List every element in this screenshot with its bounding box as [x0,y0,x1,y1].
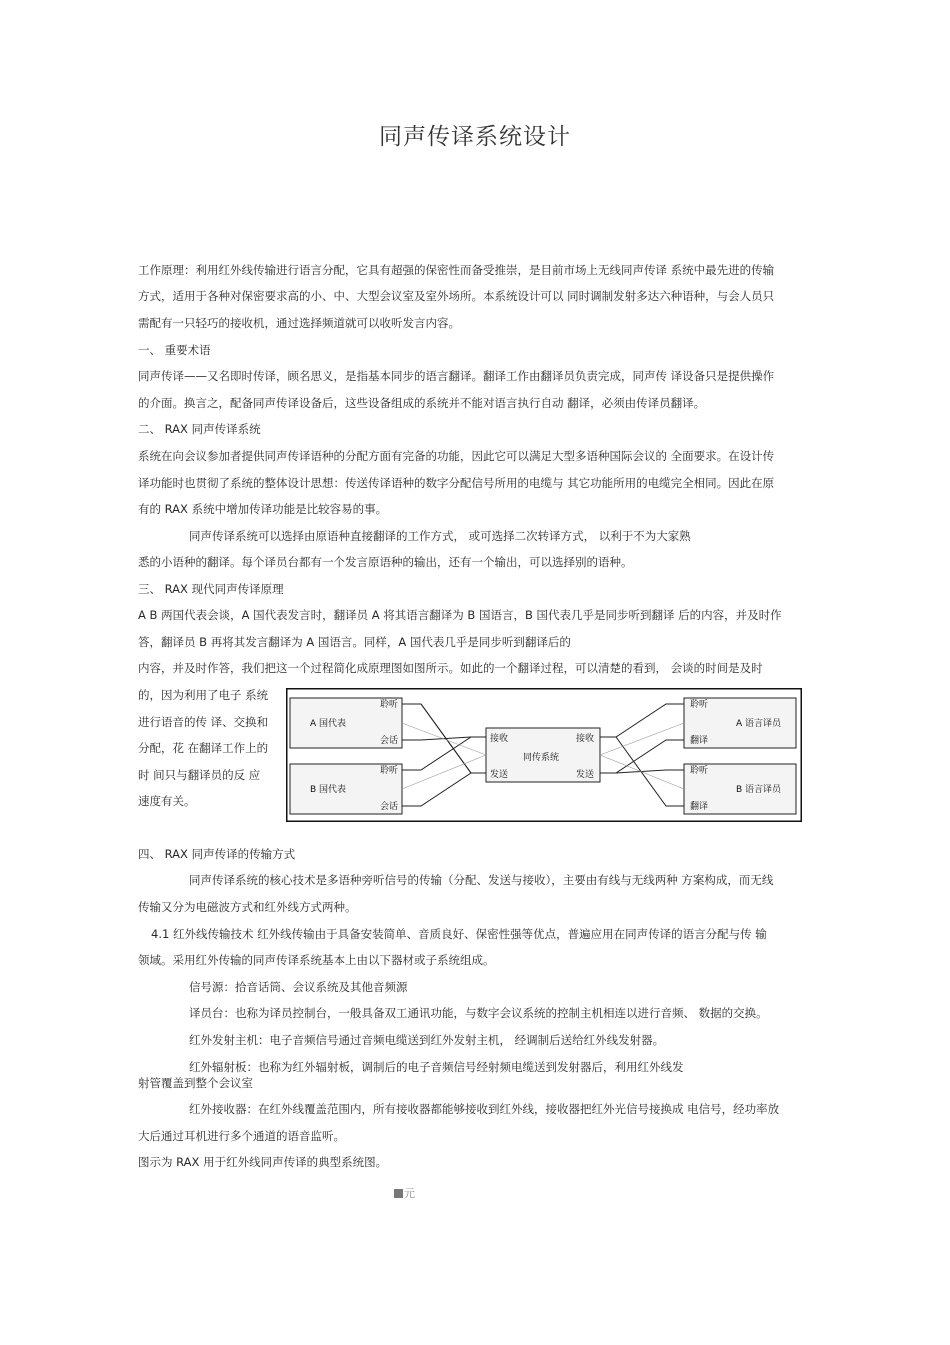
section-heading: 四、 RAX 同声传译的传输方式 [138,847,296,861]
center-system-label: 同传系统 [523,753,560,763]
section-heading: 三、 RAX 现代同声传译原理 [138,582,284,596]
section-heading: 一、 重要术语 [138,343,211,357]
b-talk-label: 会话 [380,802,399,812]
body-line: 的，因为利用了电子 系统 [138,688,269,702]
rx-right-label: 接收 [576,734,595,744]
body-line: 红外发射主机：电子音频信号通过音频电缆送到红外发射主机， 经调制后送给红外线发射器。 [189,1033,665,1047]
tx-right-label: 发送 [576,770,595,780]
body-line: 的介面。换言之，配备同声传译设备后，这些设备组成的系统并不能对语言执行自动 翻译，必须由传译员翻译。 [138,396,706,410]
body-line: A B 两国代表会谈，A 国代表发言时，翻译员 A 将其语言翻译为 B 国语言，B 国代表几乎是同步听到翻译 后的内容，并及时作 [138,608,782,622]
body-line: 射管覆盖到整个会议室 [138,1076,253,1090]
body-line: 答，翻译员 B 再将其发言翻译为 A 国语言。同样，A 国代表几乎是同步听到翻译后的 [138,635,571,649]
interpretation-diagram [286,688,802,822]
body-line: 同声传译系统的核心技术是多语种旁听信号的传输（分配、发送与接收），主要由有线与无线两种 方案构成，而无线 [189,873,774,887]
footer-text: 元 [404,1187,415,1200]
b-delegate-label: B 国代表 [310,785,347,795]
a-interpreter-label: A 语言译员 [736,719,782,729]
tx-left-label: 发送 [490,770,509,780]
a-interpreter-translate-label: 翻译 [690,736,709,746]
page-footer [394,1185,415,1201]
body-line: 领域。采用红外传输的同声传译系统基本上由以下器材或子系统组成。 [138,953,495,967]
body-line: 进行语音的传 译、交换和 [138,715,269,729]
body-line: 图示为 RAX 用于红外线同声传译的典型系统图。 [138,1155,388,1169]
body-line: 信号源：拾音话筒、会议系统及其他音频源 [189,980,408,994]
body-line: 时 间只与翻译员的反 应 [138,768,261,782]
body-line: 4.1 红外线传输技术 红外线传输由于具备安装简单、音质良好、保密性强等优点，普遍应用在同声传译的语言分配与传 输 [151,927,767,941]
body-line: 方式，适用于各种对保密要求高的小、中、大型会议室及室外场所。本系统设计可以 同时调制发射多达六种语种，与会人员只 [138,289,775,303]
b-interpreter-label: B 语言译员 [736,785,782,795]
page-title: 同声传译系统设计 [379,124,571,150]
body-line: 同声传译系统可以选择由原语种直接翻译的工作方式， 或可选择二次转译方式， 以利于不为大家熟 [189,529,691,543]
b-listen-label: 聆听 [380,766,399,776]
body-line: 译功能时也贯彻了系统的整体设计思想：传送传译语种的数字分配信号所用的电缆与 其它功能所用的电缆完全相同。因此在原 [138,476,775,490]
body-line: 系统在向会议参加者提供同声传译语种的分配方面有完备的功能，因此它可以满足大型多语种国际会议的 全面要求。在设计传 [138,449,775,463]
body-line: 红外辐射板：也称为红外辐射板，调制后的电子音频信号经射频电缆送到发射器后，利用红外线发 [189,1060,684,1074]
body-line: 同声传译——又名即时传译，顾名思义，是指基本同步的语言翻译。翻译工作由翻译员负责完成，同声传 译设备只是提供操作 [138,369,775,383]
body-line: 分配，花 在翻译工作上的 [138,741,269,755]
body-line: 译员台：也称为译员控制台，一般具备双工通讯功能，与数字会议系统的控制主机相连以进行音频、 数据的交换。 [189,1006,768,1020]
a-delegate-label: A 国代表 [310,719,347,729]
body-line: 悉的小语种的翻译。每个译员台都有一个发言原语种的输出，还有一个输出，可以选择别的语种。 [138,555,633,569]
body-line: 红外接收器：在红外线覆盖范围内，所有接收器都能够接收到红外线，接收器把红外光信号接换成 电信号，经功率放 [189,1102,780,1116]
body-line: 需配有一只轻巧的接收机，通过选择频道就可以收听发言内容。 [138,316,460,330]
body-line: 内容，并及时作答，我们把这一个过程简化成原理图如图所示。如此的一个翻译过程，可以清楚的看到， 会谈的时间是及时 [138,661,763,675]
a-talk-label: 会话 [380,736,399,746]
section-heading: 二、 RAX 同声传译系统 [138,422,261,436]
body-line: 有的 RAX 系统中增加传译功能是比较容易的事。 [138,502,388,516]
square-icon [394,1189,403,1198]
a-interpreter-listen-label: 聆听 [690,700,709,710]
b-interpreter-listen-label: 聆听 [690,766,709,776]
rx-left-label: 接收 [490,734,509,744]
body-line: 传输又分为电磁波方式和红外线方式两种。 [138,900,357,914]
b-interpreter-translate-label: 翻译 [690,802,709,812]
body-line: 大后通过耳机进行多个通道的语音监听。 [138,1129,345,1143]
body-line: 工作原理：利用红外线传输进行语言分配，它具有超强的保密性而备受推崇，是目前市场上无线同声传译 系统中最先进的传输 [138,263,775,277]
a-listen-label: 聆听 [380,700,399,710]
body-line: 速度有关。 [138,794,196,808]
